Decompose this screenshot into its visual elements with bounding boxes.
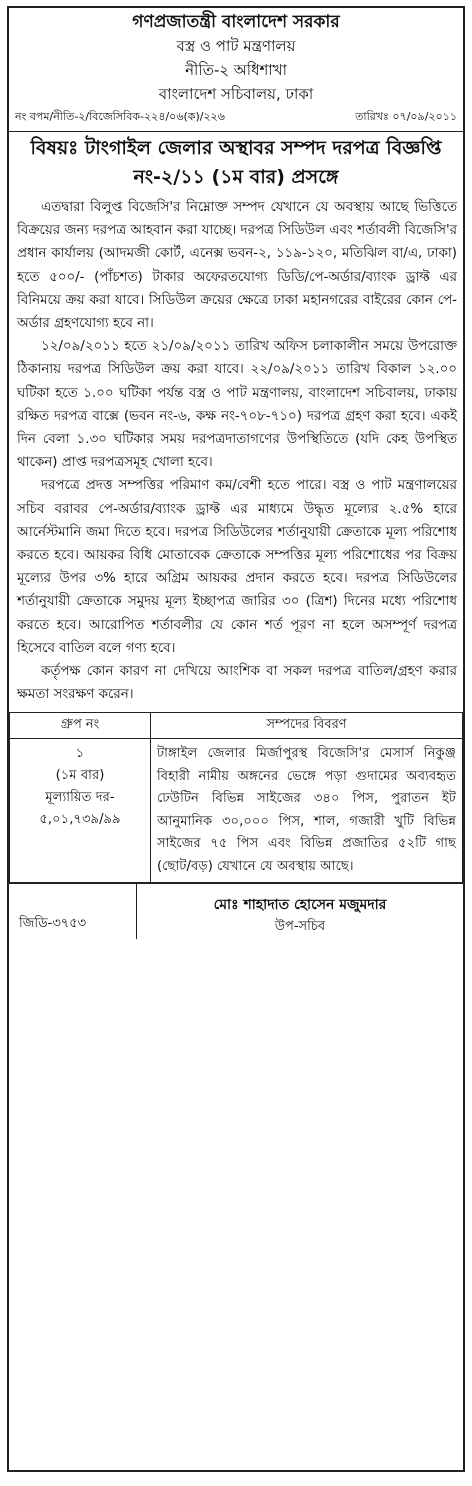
signature-block <box>137 884 463 939</box>
asset-description: টাঙ্গাইল জেলার মির্জাপুরস্থ বিজেসি'র মেসার্স নিকুঞ্জ বিহারী নামীয় অঙ্গনের ভেঙ্গে পড়া গুদামের অব্যবহৃত ঢেউটিন বিভিন্ন সাইজের ৩৪০ পিস, পুরাতন ইট আনুমানিক ৩০,০০০ পিস, শাল, গজারী খুটি বিভিন্ন সাইজের ৭৫ পিস এবং বিভিন্ন প্রজাতির ৫২টি গাছ (ছোট/বড়) যেখানে যে অবস্থায় আছে। <box>151 739 463 882</box>
group-value-label: মূল্যায়িত দর- <box>45 790 115 806</box>
paragraph-3: দরপত্রে প্রদত্ত সম্পত্তির পরিমাণ কম/বেশী হতে পারে। বস্ত্র ও পাট মন্ত্রণালয়ের সচিব বরাবর পে-অর্ডার/ব্যাংক ড্রাফ্ট এর মাধ্যমে উদ্ধৃত মূল্যের ২.৫% হারে আর্নেস্টমানি জমা দিতে হবে। দরপত্র সিডিউলের শর্তানুযায়ী ক্রেতাকে মূল্য পরিশোধ করতে হবে। আয়কর বিধি মোতাবেক ক্রেতাকে সম্পত্তির মূল্য পরিশোধের পর বিক্রয় মূল্যের উপর ৩% হারে অগ্রিম আয়কর প্রদান করতে হবে। দরপত্র সিডিউলের শর্তানুযায়ী ক্রেতাকে সমুদয় মূল্য ইচ্ছাপত্র জারির ৩০ (ত্রিশ) দিনের মধ্যে পরিশোধ করতে হবে। আরোপিত শর্তাবলীর যে কোন শর্ত পূরণ না হলে অসম্পূর্ণ দরপত্র হিসেবে বাতিল বলে গণ্য হবে। <box>17 478 457 656</box>
asset-table <box>9 712 463 882</box>
group-no-header: গ্রুপ নং <box>10 713 151 739</box>
notice-date: তারিখঃ ০৭/০৯/২০১১ <box>355 110 457 123</box>
government-name: গণপ্রজাতন্ত্রী বাংলাদেশ সরকার <box>132 12 340 32</box>
group-value: ৫,০১,৭৩৯/৯৯ <box>39 812 121 828</box>
reference-number: নং বপম/নীতি-২/বিজেসিবিক-২২৪/০৬(ক)/২২৬ <box>15 110 225 123</box>
ministry-name: বস্ত্র ও পাট মন্ত্রণালয় <box>176 37 296 55</box>
subject-heading: বিষয়ঃ টাংগাইল জেলার অস্থাবর সম্পদ দরপত্র বিজ্ঞপ্তি নং-২/১১ (১ম বার) প্রসঙ্গে <box>30 137 442 188</box>
reference-row <box>9 108 463 127</box>
table-row <box>10 739 463 882</box>
gd-number: জিডি-৩৭৫৩ <box>9 884 137 939</box>
header-block <box>9 10 463 106</box>
signer-name: মোঃ শাহাদাত হোসেন মজুমদার <box>213 896 387 913</box>
tender-notice <box>7 6 465 1472</box>
paragraph-1: এতদ্বারা বিলুপ্ত বিজেসি'র নিম্নোক্ত সম্পদ যেখানে যে অবস্থায় আছে ভিত্তিতে বিক্রয়ের জন্য দরপত্র আহবান করা যাচ্ছে। দরপত্র সিডিউল এবং শর্তাবলী বিজেসি'র প্রধান কার্যালয় (আদমজী কোর্ট, এনেক্স ভবন-২, ১১৯-১২০, মতিঝিল বা/এ, ঢাকা) হতে ৫০০/- (পাঁচশত) টাকার অফেরতযোগ্য ডিডি/পে-অর্ডার/ব্যাংক ড্রাফ্ট এর বিনিময়ে ক্রয় করা যাবে। সিডিউল ক্রয়ের ক্ষেত্রে ঢাকা মহানগরের বাইরের কোন পে-অর্ডার গ্রহণযোগ্য হবে না। <box>17 200 457 332</box>
office-address: বাংলাদেশ সচিবালয়, ঢাকা <box>158 85 314 103</box>
notice-body <box>9 196 463 706</box>
table-header-row <box>10 713 463 739</box>
description-header: সম্পদের বিবরণ <box>151 713 463 739</box>
paragraph-4: কর্তৃপক্ষ কোন কারণ না দেখিয়ে আংশিক বা সকল দরপত্র বাতিল/গ্রহণ করার ক্ষমতা সংরক্ষণ করেন। <box>17 664 457 703</box>
group-round: (১ম বার) <box>55 768 105 784</box>
group-number: ১ <box>75 746 85 762</box>
division-name: নীতি-২ অধিশাখা <box>185 61 287 79</box>
footer <box>9 883 463 939</box>
paragraph-2: ১২/০৯/২০১১ হতে ২১/০৯/২০১১ তারিখ অফিস চলাকালীন সময়ে উপরোক্ত ঠিকানায় দরপত্র সিডিউল ক্রয় করা যাবে। ২২/০৯/২০১১ তারিখ বিকাল ১২.০০ ঘটিকা হতে ১.০০ ঘটিকা পর্যন্ত বস্ত্র ও পাট মন্ত্রণালয়, বাংলাদেশ সচিবালয়, ঢাকায় রক্ষিত দরপত্র বাক্সে (ভবন নং-৬, কক্ষ নং-৭০৮-৭১০) দরপত্র গ্রহণ করা হবে। একই দিন বেলা ১.৩০ ঘটিকার সময় দরপত্রদাতাগণের উপস্থিতিতে (যদি কেহ উপস্থিত থাকেন) প্রাপ্ত দরপত্রসমূহ খোলা হবে। <box>17 339 457 471</box>
group-cell <box>10 739 151 882</box>
signer-title: উপ-সচিব <box>274 918 326 934</box>
